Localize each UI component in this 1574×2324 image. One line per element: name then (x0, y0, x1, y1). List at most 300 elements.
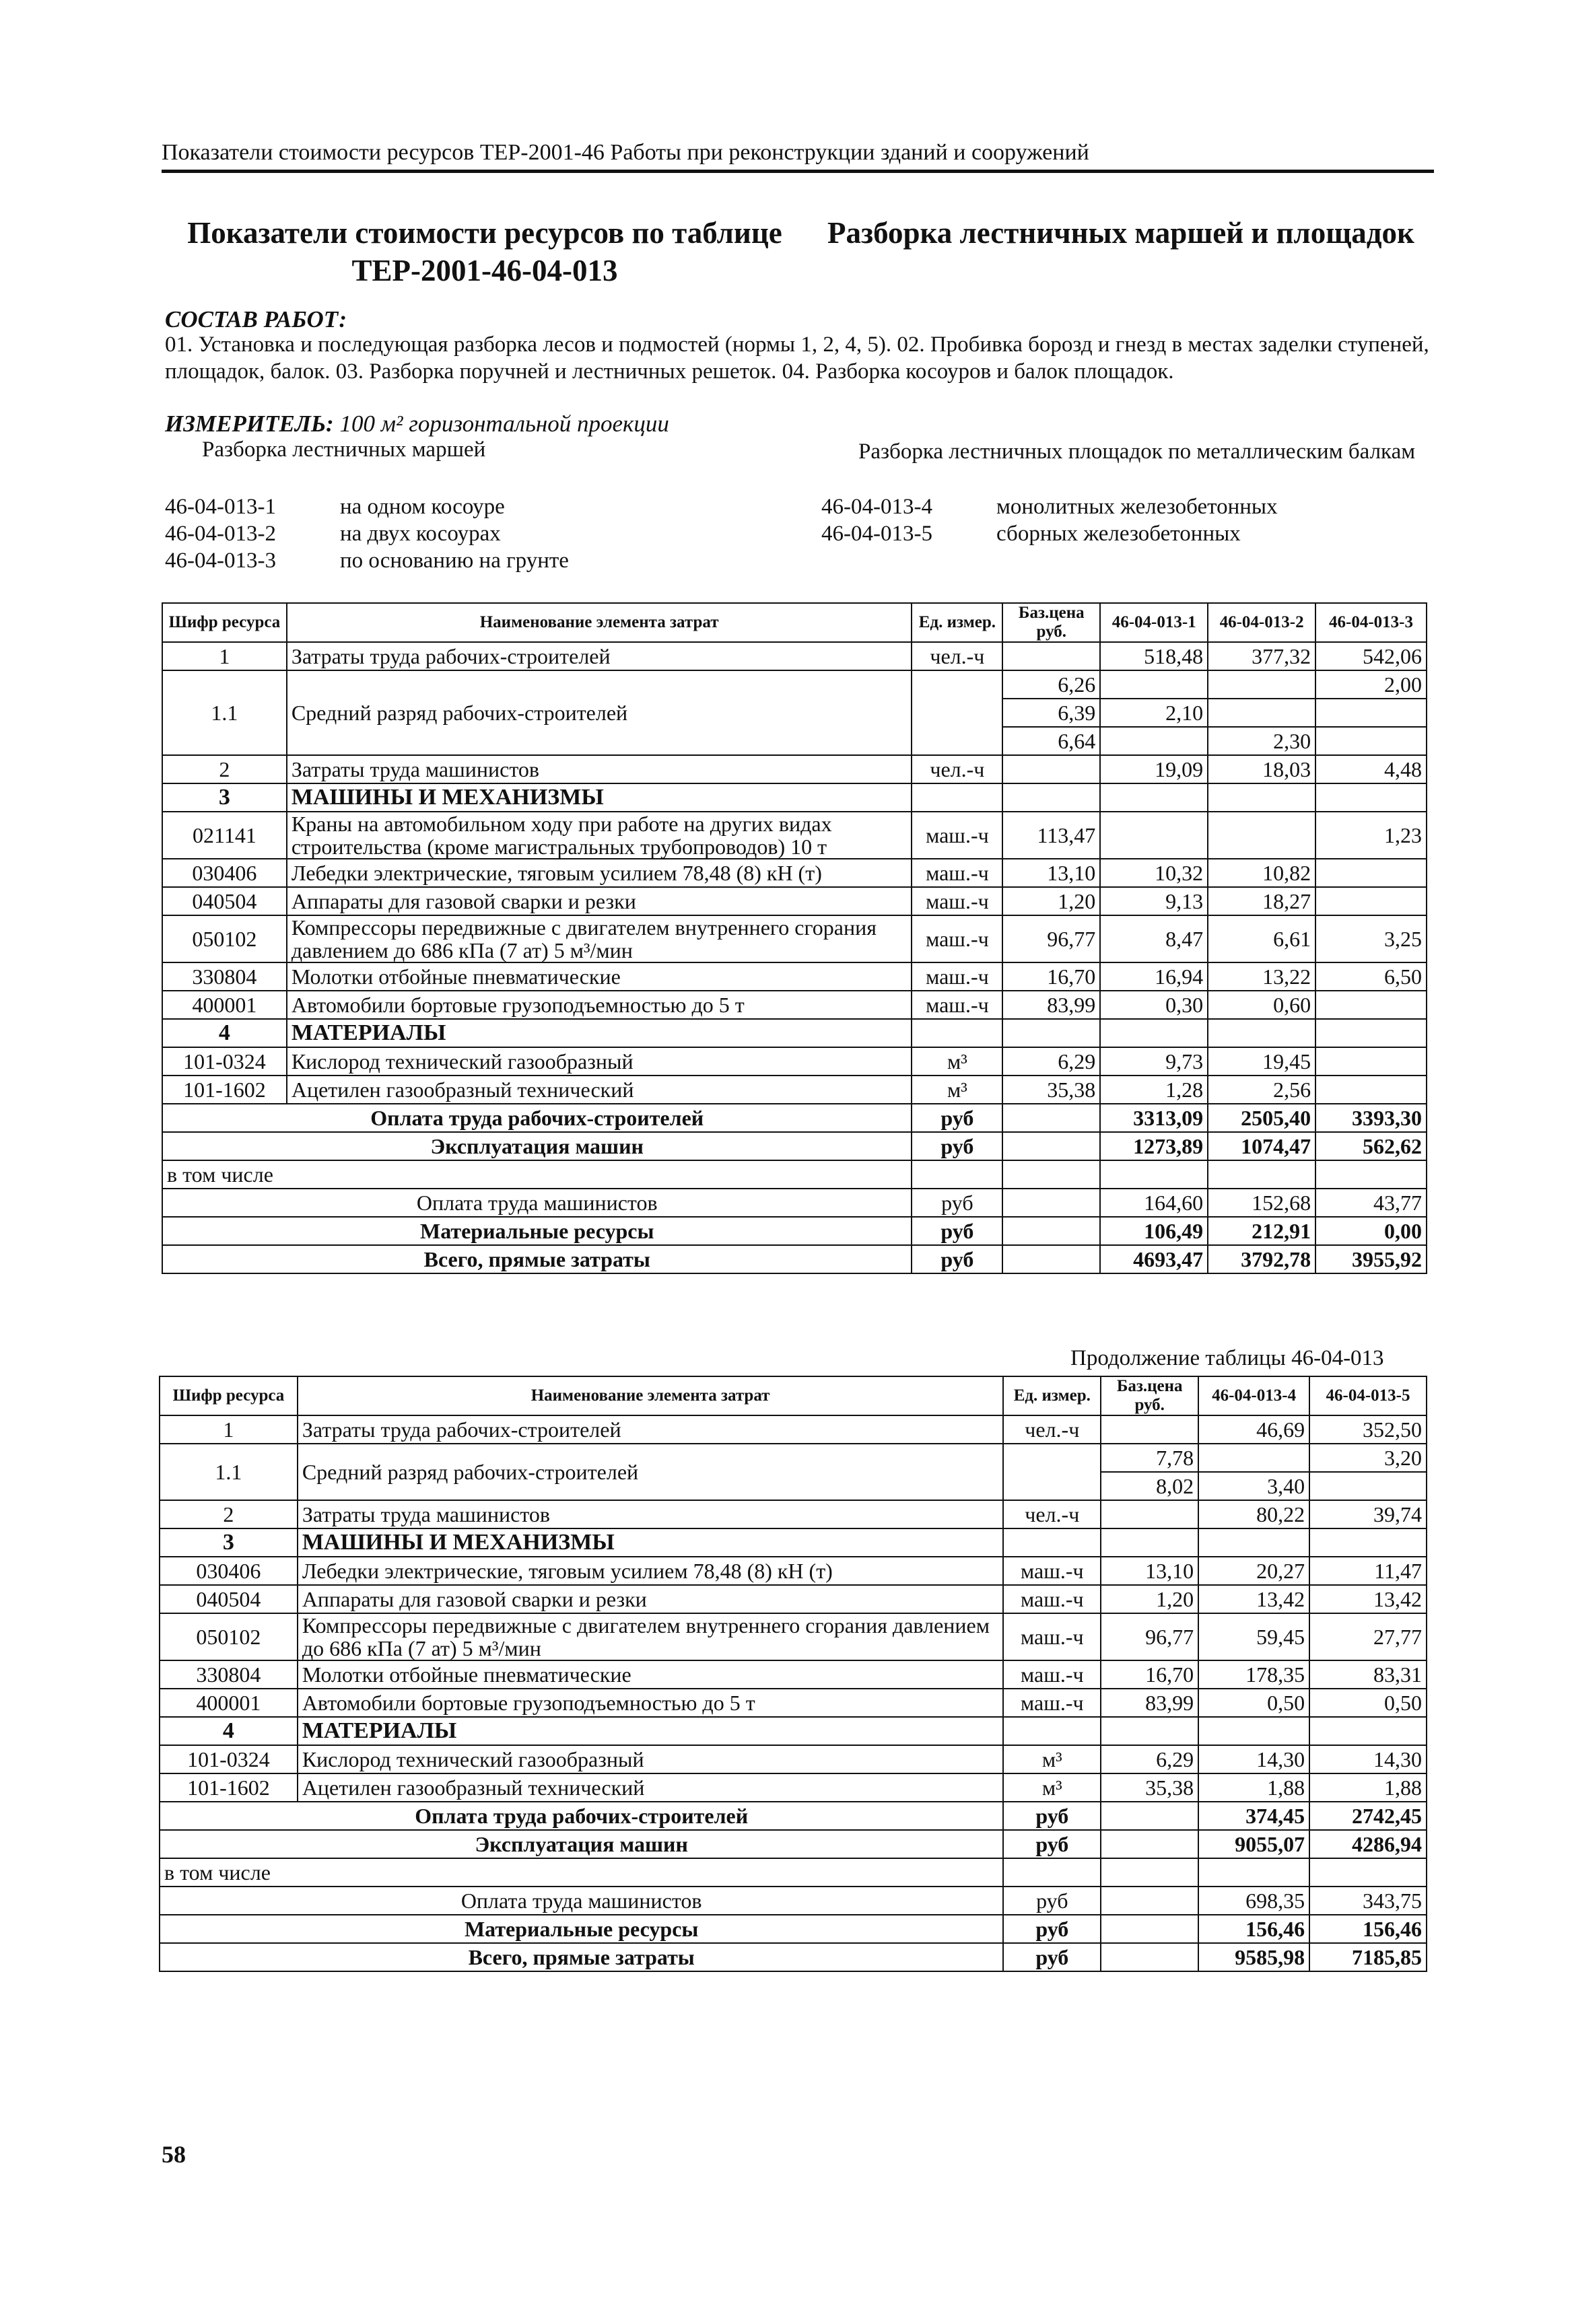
cell-value: 39,74 (1309, 1500, 1427, 1528)
cell-value: 9055,07 (1198, 1830, 1309, 1858)
section-code: 4 (162, 1019, 287, 1047)
cell-unit: м³ (912, 1047, 1002, 1076)
cell-name: Автомобили бортовые грузоподъемностью до 5 т (298, 1689, 1004, 1717)
sostav-text: 01. Установка и последующая разборка лесов и подмостей (нормы 1, 2, 4, 5). 02. Пробивка борозд и гнезд в местах заделки ступеней, площадок, балок. 03. Разборка поручней и лестничных решеток. 04. Разборка косоуров и балок площадок. (165, 332, 1429, 384)
total-row (162, 1217, 1427, 1245)
table-row (162, 642, 1427, 670)
cell-price: 8,02 (1101, 1472, 1198, 1500)
cell-value: 0,50 (1309, 1689, 1427, 1717)
group-right-title: Разборка лестничных площадок по металлическим балкам (858, 439, 1416, 464)
cell-name: Затраты труда машинистов (287, 755, 912, 783)
cell-name: Автомобили бортовые грузоподъемностью до 5 т (287, 991, 912, 1019)
cell-name: Оплата труда машинистов (160, 1887, 1003, 1915)
cell-price (1002, 1132, 1100, 1160)
cell-unit (912, 1160, 1002, 1189)
izmeritel-label: ИЗМЕРИТЕЛЬ: (165, 411, 334, 437)
section-title: МАТЕРИАЛЫ (287, 1019, 912, 1047)
cell-value: 6,61 (1208, 915, 1315, 962)
cell-unit: руб (1003, 1943, 1101, 1971)
table-row (160, 1500, 1427, 1528)
cell-name: Средний разряд рабочих-строителей (298, 1444, 1004, 1500)
cell-value: 3955,92 (1315, 1245, 1427, 1273)
cell-value: 3393,30 (1315, 1104, 1427, 1132)
cell-value (1208, 1160, 1315, 1189)
cell-name: Затраты труда рабочих-строителей (298, 1415, 1004, 1444)
cell-value: 83,31 (1309, 1660, 1427, 1689)
cell-code: 2 (162, 755, 287, 783)
cell-value: 4286,94 (1309, 1830, 1427, 1858)
cell-value: 19,45 (1208, 1047, 1315, 1076)
cell-value: 1,23 (1315, 812, 1427, 859)
cell-name: Ацетилен газообразный технический (287, 1076, 912, 1104)
materials-group (160, 1745, 1427, 1802)
col-header-price: Баз.цена руб. (1101, 1376, 1198, 1415)
table-row (160, 1585, 1427, 1613)
col-header-norm: 46-04-013-1 (1100, 603, 1208, 642)
cell-price: 6,64 (1002, 727, 1100, 755)
cell-value (1198, 1444, 1309, 1472)
col-header-shifr: Шифр ресурса (162, 603, 287, 642)
cell-code: 400001 (162, 991, 287, 1019)
table-row (160, 1557, 1427, 1585)
cell-code: 040504 (160, 1585, 298, 1613)
cell-name: Затраты труда рабочих-строителей (287, 642, 912, 670)
cell-unit: маш.-ч (912, 887, 1002, 915)
cell-name: Ацетилен газообразный технический (298, 1773, 1004, 1802)
cell-unit: маш.-ч (1003, 1585, 1101, 1613)
cell-unit: маш.-ч (1003, 1660, 1101, 1689)
cell-unit (1003, 1858, 1101, 1887)
cell-value: 19,09 (1100, 755, 1208, 783)
norm-code: 46-04-013-4 (821, 495, 932, 519)
cell-code: 030406 (160, 1557, 298, 1585)
norm-code: 46-04-013-2 (165, 522, 276, 546)
machines-group (162, 812, 1427, 1019)
cell-price: 13,10 (1101, 1557, 1198, 1585)
cell-value: 4,48 (1315, 755, 1427, 783)
cell-value: 343,75 (1309, 1887, 1427, 1915)
section-row (160, 1528, 1427, 1557)
cell-name: в том числе (162, 1160, 912, 1189)
col-header-name: Наименование элемента затрат (298, 1376, 1004, 1415)
cell-value: 2,10 (1100, 699, 1208, 727)
table-row (162, 670, 1427, 699)
cell-price: 113,47 (1002, 812, 1100, 859)
cell-name: Всего, прямые затраты (160, 1943, 1003, 1971)
cell-unit: руб (912, 1217, 1002, 1245)
cell-price: 35,38 (1101, 1773, 1198, 1802)
table-row (162, 887, 1427, 915)
group-left-item (165, 495, 505, 520)
col-header-unit: Ед. измер. (912, 603, 1002, 642)
table-row (160, 1613, 1427, 1660)
cell-value (1309, 1472, 1427, 1500)
cell-unit (1003, 1444, 1101, 1500)
group-left-item (165, 522, 501, 547)
col-header-name: Наименование элемента затрат (287, 603, 912, 642)
cell-price: 6,39 (1002, 699, 1100, 727)
cell-value: 16,94 (1100, 962, 1208, 991)
cell-value (1100, 812, 1208, 859)
cell-unit: руб (1003, 1802, 1101, 1830)
cell-value: 156,46 (1309, 1915, 1427, 1943)
col-header-price: Баз.цена руб. (1002, 603, 1100, 642)
cell-value: 14,30 (1198, 1745, 1309, 1773)
cell-unit: маш.-ч (1003, 1613, 1101, 1660)
cell-price: 83,99 (1101, 1689, 1198, 1717)
cell-name: Кислород технический газообразный (298, 1745, 1004, 1773)
cell-name: Аппараты для газовой сварки и резки (298, 1585, 1004, 1613)
cell-unit: чел.-ч (1003, 1500, 1101, 1528)
cell-unit: маш.-ч (912, 991, 1002, 1019)
cell-name: Всего, прямые затраты (162, 1245, 912, 1273)
table-row (160, 1689, 1427, 1717)
cell-value: 1074,47 (1208, 1132, 1315, 1160)
cell-code: 1.1 (162, 670, 287, 755)
cell-value (1208, 670, 1315, 699)
cell-value: 698,35 (1198, 1887, 1309, 1915)
cell-value: 1,28 (1100, 1076, 1208, 1104)
cell-value: 13,42 (1198, 1585, 1309, 1613)
cell-value: 0,50 (1198, 1689, 1309, 1717)
table-row (162, 1076, 1427, 1104)
cell-code: 101-0324 (162, 1047, 287, 1076)
cell-price (1002, 1189, 1100, 1217)
cell-price (1101, 1830, 1198, 1858)
continuation-note: Продолжение таблицы 46-04-013 (1070, 1346, 1384, 1370)
cell-unit: м³ (1003, 1773, 1101, 1802)
total-row (162, 1245, 1427, 1273)
cell-value: 4693,47 (1100, 1245, 1208, 1273)
table-row (160, 1444, 1427, 1472)
cell-value (1100, 1160, 1208, 1189)
cell-price: 96,77 (1101, 1613, 1198, 1660)
cell-price (1101, 1943, 1198, 1971)
cell-value (1315, 887, 1427, 915)
cell-value: 20,27 (1198, 1557, 1309, 1585)
cell-name: Компрессоры передвижные с двигателем внутреннего сгорания давлением до 686 кПа (7 ат) 5 м³/мин (298, 1613, 1004, 1660)
cell-price: 83,99 (1002, 991, 1100, 1019)
cell-value (1315, 699, 1427, 727)
cell-unit: чел.-ч (912, 755, 1002, 783)
sostav-label: СОСТАВ РАБОТ: (165, 306, 347, 332)
norm-code: 46-04-013-5 (821, 522, 932, 546)
total-row (160, 1802, 1427, 1830)
cell-name: Молотки отбойные пневматические (298, 1660, 1004, 1689)
cell-unit: маш.-ч (1003, 1557, 1101, 1585)
cell-unit: маш.-ч (912, 812, 1002, 859)
total-row (160, 1830, 1427, 1858)
col-header-unit: Ед. измер. (1003, 1376, 1101, 1415)
cell-price (1002, 1104, 1100, 1132)
cell-value: 10,32 (1100, 859, 1208, 887)
cell-name: Средний разряд рабочих-строителей (287, 670, 912, 755)
group-right-item (821, 522, 1241, 547)
cell-price: 96,77 (1002, 915, 1100, 962)
norm-label: монолитных железобетонных (996, 495, 1278, 519)
table-header-row (160, 1376, 1427, 1415)
cell-value: 14,30 (1309, 1745, 1427, 1773)
group-left-title: Разборка лестничных маршей (202, 437, 486, 462)
cell-value: 178,35 (1198, 1660, 1309, 1689)
cell-name: Оплата труда машинистов (162, 1189, 912, 1217)
cell-price: 1,20 (1101, 1585, 1198, 1613)
cell-name: Оплата труда рабочих-строителей (160, 1802, 1003, 1830)
cell-price (1101, 1500, 1198, 1528)
norm-label: по основанию на грунте (340, 549, 569, 573)
table-row (162, 1047, 1427, 1076)
cell-code: 101-1602 (160, 1773, 298, 1802)
total-row (162, 1132, 1427, 1160)
cell-price: 13,10 (1002, 859, 1100, 887)
izmeritel-value: 100 м² горизонтальной проекции (339, 411, 669, 437)
cell-name: Эксплуатация машин (160, 1830, 1003, 1858)
col-header-shifr: Шифр ресурса (160, 1376, 298, 1415)
cell-value: 3,20 (1309, 1444, 1427, 1472)
section-code: 3 (160, 1528, 298, 1557)
cell-price (1002, 1160, 1100, 1189)
materials-group (162, 1047, 1427, 1104)
cell-price (1101, 1915, 1198, 1943)
cell-unit: м³ (912, 1076, 1002, 1104)
col-header-norm: 46-04-013-4 (1198, 1376, 1309, 1415)
cell-unit: руб (1003, 1830, 1101, 1858)
cell-name: Затраты труда машинистов (298, 1500, 1004, 1528)
cell-price: 6,29 (1101, 1745, 1198, 1773)
section-row (162, 783, 1427, 812)
cell-value: 13,42 (1309, 1585, 1427, 1613)
cell-unit: руб (912, 1245, 1002, 1273)
total-row (162, 1189, 1427, 1217)
total-row (162, 1104, 1427, 1132)
cell-name: Компрессоры передвижные с двигателем внутреннего сгорания давлением до 686 кПа (7 ат) 5 м³/мин (287, 915, 912, 962)
cell-code: 1 (162, 642, 287, 670)
cell-name: Лебедки электрические, тяговым усилием 78,48 (8) кН (т) (287, 859, 912, 887)
cell-code: 021141 (162, 812, 287, 859)
cell-unit: руб (912, 1104, 1002, 1132)
cell-value: 3,40 (1198, 1472, 1309, 1500)
cell-name: Лебедки электрические, тяговым усилием 78,48 (8) кН (т) (298, 1557, 1004, 1585)
col-header-norm: 46-04-013-3 (1315, 603, 1427, 642)
cell-value: 2,30 (1208, 727, 1315, 755)
cell-value: 562,62 (1315, 1132, 1427, 1160)
cell-unit: маш.-ч (912, 915, 1002, 962)
cell-price: 6,29 (1002, 1047, 1100, 1076)
cell-value: 3313,09 (1100, 1104, 1208, 1132)
izmeritel (165, 411, 669, 437)
cell-unit: маш.-ч (912, 859, 1002, 887)
cell-name: Кислород технический газообразный (287, 1047, 912, 1076)
group-left-item (165, 549, 569, 573)
col-header-norm: 46-04-013-5 (1309, 1376, 1427, 1415)
cell-price: 35,38 (1002, 1076, 1100, 1104)
norm-code: 46-04-013-1 (165, 495, 276, 519)
cell-value: 43,77 (1315, 1189, 1427, 1217)
cell-value: 13,22 (1208, 962, 1315, 991)
cell-value: 152,68 (1208, 1189, 1315, 1217)
cell-price (1101, 1887, 1198, 1915)
cell-value: 7185,85 (1309, 1943, 1427, 1971)
cell-value: 3792,78 (1208, 1245, 1315, 1273)
cell-unit: руб (912, 1189, 1002, 1217)
cell-code: 1.1 (160, 1444, 298, 1500)
page-number: 58 (162, 2141, 186, 2168)
cell-unit: м³ (1003, 1745, 1101, 1773)
cell-value (1315, 1160, 1427, 1189)
cell-value: 80,22 (1198, 1500, 1309, 1528)
cell-value: 6,50 (1315, 962, 1427, 991)
cell-name: Оплата труда рабочих-строителей (162, 1104, 912, 1132)
cell-code: 330804 (162, 962, 287, 991)
cell-value (1309, 1858, 1427, 1887)
cell-unit: руб (912, 1132, 1002, 1160)
cell-name: Материальные ресурсы (162, 1217, 912, 1245)
norm-code: 46-04-013-3 (165, 549, 276, 573)
cell-value: 164,60 (1100, 1189, 1208, 1217)
cell-value: 2,56 (1208, 1076, 1315, 1104)
total-row (160, 1915, 1427, 1943)
machines-group (160, 1557, 1427, 1717)
cell-unit: чел.-ч (1003, 1415, 1101, 1444)
cell-price (1002, 1217, 1100, 1245)
cell-name: в том числе (160, 1858, 1003, 1887)
norm-label: сборных железобетонных (996, 522, 1241, 546)
totals-group (162, 1104, 1427, 1273)
cell-value (1315, 1076, 1427, 1104)
table-row (162, 755, 1427, 783)
cell-value: 2742,45 (1309, 1802, 1427, 1830)
section-code: 4 (160, 1717, 298, 1745)
resource-table-1 (162, 602, 1427, 1274)
cell-value: 18,03 (1208, 755, 1315, 783)
total-row (160, 1858, 1427, 1887)
cell-value: 0,60 (1208, 991, 1315, 1019)
cell-price (1101, 1802, 1198, 1830)
cell-value: 0,00 (1315, 1217, 1427, 1245)
table-row (162, 859, 1427, 887)
totals-group (160, 1802, 1427, 1971)
cell-code: 1 (160, 1415, 298, 1444)
cell-name: Эксплуатация машин (162, 1132, 912, 1160)
table-row (162, 915, 1427, 962)
cell-value: 18,27 (1208, 887, 1315, 915)
cell-value (1100, 727, 1208, 755)
cell-value: 1,88 (1309, 1773, 1427, 1802)
cell-value (1315, 1047, 1427, 1076)
total-row (162, 1160, 1427, 1189)
cell-price (1101, 1858, 1198, 1887)
cell-code: 2 (160, 1500, 298, 1528)
table-row (160, 1745, 1427, 1773)
cell-price: 1,20 (1002, 887, 1100, 915)
table-row (162, 812, 1427, 859)
table-row (160, 1415, 1427, 1444)
section-title: Разборка лестничных маршей и площадок (827, 216, 1414, 250)
cell-price: 7,78 (1101, 1444, 1198, 1472)
cell-value: 27,77 (1309, 1613, 1427, 1660)
cell-value (1315, 859, 1427, 887)
running-header: Показатели стоимости ресурсов ТЕР-2001-46 Работы при реконструкции зданий и сооружений (162, 140, 1434, 173)
cell-code: 050102 (160, 1613, 298, 1660)
cell-name: Краны на автомобильном ходу при работе на других видах строительства (кроме магистральных трубопроводов) 10 т (287, 812, 912, 859)
section-code: 3 (162, 783, 287, 812)
cell-unit: маш.-ч (1003, 1689, 1101, 1717)
total-row (160, 1943, 1427, 1971)
cell-value: 3,25 (1315, 915, 1427, 962)
cell-value (1198, 1858, 1309, 1887)
cell-price (1002, 755, 1100, 783)
cell-code: 400001 (160, 1689, 298, 1717)
cell-unit (912, 670, 1002, 755)
cell-name: Аппараты для газовой сварки и резки (287, 887, 912, 915)
cell-code: 330804 (160, 1660, 298, 1689)
section-title: МАТЕРИАЛЫ (298, 1717, 1004, 1745)
cell-price (1101, 1415, 1198, 1444)
cell-value: 518,48 (1100, 642, 1208, 670)
cell-price (1002, 642, 1100, 670)
cell-value (1100, 670, 1208, 699)
cell-value: 2505,40 (1208, 1104, 1315, 1132)
cell-value: 2,00 (1315, 670, 1427, 699)
cell-value (1208, 699, 1315, 727)
table-row (162, 962, 1427, 991)
cell-value: 46,69 (1198, 1415, 1309, 1444)
cell-value: 542,06 (1315, 642, 1427, 670)
cell-unit: руб (1003, 1915, 1101, 1943)
cell-unit: руб (1003, 1887, 1101, 1915)
cell-price: 6,26 (1002, 670, 1100, 699)
cell-value: 1273,89 (1100, 1132, 1208, 1160)
cell-value: 9,13 (1100, 887, 1208, 915)
cell-unit: чел.-ч (912, 642, 1002, 670)
cell-value: 8,47 (1100, 915, 1208, 962)
section-title: МАШИНЫ И МЕХАНИЗМЫ (298, 1528, 1004, 1557)
cell-value: 1,88 (1198, 1773, 1309, 1802)
table-title: Показатели стоимости ресурсов по таблице ТЕР-2001-46-04-013 (187, 216, 782, 287)
cell-value: 374,45 (1198, 1802, 1309, 1830)
group-right-item (821, 495, 1278, 520)
cell-value: 212,91 (1208, 1217, 1315, 1245)
cell-value: 352,50 (1309, 1415, 1427, 1444)
cell-value (1315, 727, 1427, 755)
cell-value: 11,47 (1309, 1557, 1427, 1585)
cell-code: 040504 (162, 887, 287, 915)
cell-code: 101-0324 (160, 1745, 298, 1773)
cell-code: 101-1602 (162, 1076, 287, 1104)
cell-value: 59,45 (1198, 1613, 1309, 1660)
cell-value (1315, 991, 1427, 1019)
cell-value: 10,82 (1208, 859, 1315, 887)
table-row (160, 1773, 1427, 1802)
cell-value: 9,73 (1100, 1047, 1208, 1076)
cell-code: 030406 (162, 859, 287, 887)
cell-code: 050102 (162, 915, 287, 962)
cell-value: 0,30 (1100, 991, 1208, 1019)
cell-value (1208, 812, 1315, 859)
table-row (162, 991, 1427, 1019)
cell-value: 9585,98 (1198, 1943, 1309, 1971)
norm-label: на одном косоуре (340, 495, 505, 519)
cell-price (1002, 1245, 1100, 1273)
section-title: МАШИНЫ И МЕХАНИЗМЫ (287, 783, 912, 812)
cell-unit: маш.-ч (912, 962, 1002, 991)
cell-price: 16,70 (1002, 962, 1100, 991)
cell-value: 377,32 (1208, 642, 1315, 670)
section-row (162, 1019, 1427, 1047)
resource-table-2 (159, 1376, 1427, 1972)
table-header-row (162, 603, 1427, 642)
table-row (160, 1660, 1427, 1689)
